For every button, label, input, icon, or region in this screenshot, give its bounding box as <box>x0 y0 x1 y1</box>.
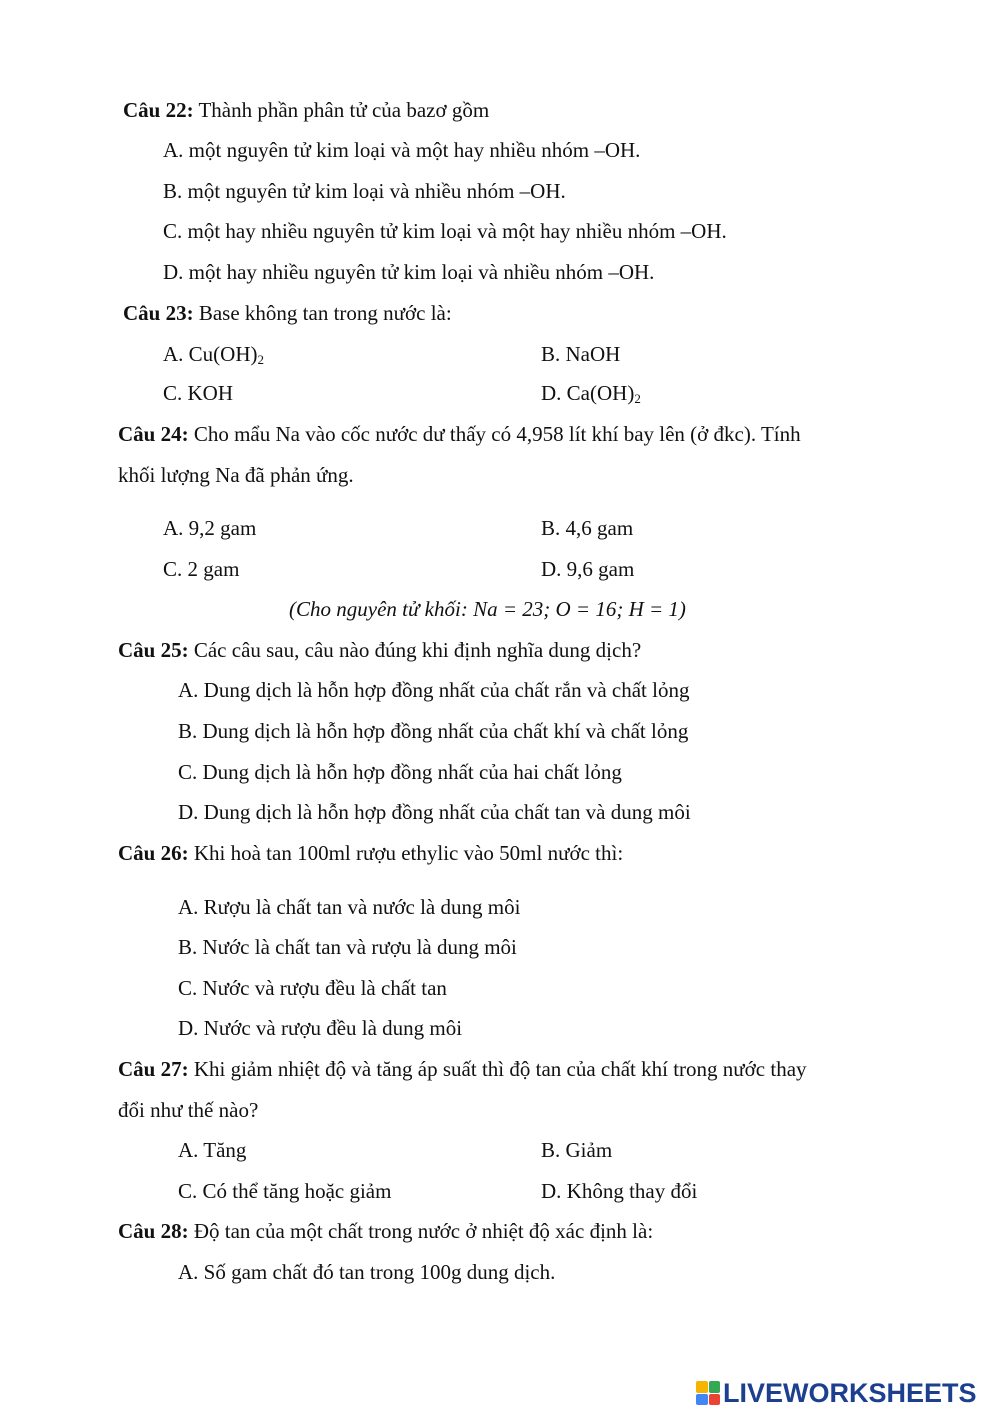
question-text-continued: khối lượng Na đã phản ứng. <box>118 463 354 487</box>
question-text: Khi giảm nhiệt độ và tăng áp suất thì độ tan của chất khí trong nước thay <box>188 1057 807 1081</box>
logo-grid-icon <box>696 1381 720 1405</box>
question-text-continued: đổi như thế nào? <box>118 1098 259 1122</box>
question-27 <box>118 1056 807 1082</box>
option-d: D. Nước và rượu đều là dung môi <box>178 1016 463 1040</box>
option-b: B. một nguyên tử kim loại và nhiều nhóm –OH. <box>163 179 566 203</box>
question-25 <box>118 637 641 663</box>
logo-text: LIVEWORKSHEETS <box>723 1377 977 1408</box>
question-text: Các câu sau, câu nào đúng khi định nghĩa dung dịch? <box>188 638 642 662</box>
option-c: C. 2 gam <box>163 557 240 581</box>
option-c: C. Nước và rượu đều là chất tan <box>178 976 447 1000</box>
option-b: B. 4,6 gam <box>541 516 634 540</box>
option-c: C. KOH <box>163 381 234 405</box>
option-b: B. Nước là chất tan và rượu là dung môi <box>178 935 517 959</box>
option-a: A. Số gam chất đó tan trong 100g dung dịch. <box>178 1260 556 1284</box>
logo-square-blue <box>696 1394 708 1406</box>
option-d: D. Dung dịch là hỗn hợp đồng nhất của chất tan và dung môi <box>178 800 691 824</box>
logo-square-green <box>709 1381 721 1393</box>
option-a: A. một nguyên tử kim loại và một hay nhiều nhóm –OH. <box>163 138 641 162</box>
option-b: B. Dung dịch là hỗn hợp đồng nhất của chất khí và chất lỏng <box>178 719 689 743</box>
question-label: Câu 24: <box>118 422 189 446</box>
question-label: Câu 28: <box>118 1219 189 1243</box>
question-28 <box>118 1218 653 1244</box>
question-label: Câu 22: <box>123 98 194 122</box>
liveworksheets-logo[interactable] <box>696 1376 977 1410</box>
option-d: D. $Ca(OH)_2$ <box>541 381 641 406</box>
option-b: B. Giảm <box>541 1138 613 1162</box>
question-label: Câu 26: <box>118 841 189 865</box>
question-23 <box>123 300 452 326</box>
option-c: C. Có thể tăng hoặc giảm <box>178 1179 392 1203</box>
question-24 <box>118 421 801 447</box>
question-text: Độ tan của một chất trong nước ở nhiệt độ xác định là: <box>188 1219 654 1243</box>
question-text: Thành phần phân tử của bazơ gồm <box>193 98 490 122</box>
option-d: D. Không thay đổi <box>541 1179 698 1203</box>
option-c: C. Dung dịch là hỗn hợp đồng nhất của hai chất lỏng <box>178 760 622 784</box>
logo-square-yellow <box>696 1381 708 1393</box>
option-a: A. Tăng <box>178 1138 247 1162</box>
question-26 <box>118 840 623 866</box>
option-d: D. một hay nhiều nguyên tử kim loại và nhiều nhóm –OH. <box>163 260 655 284</box>
question-22 <box>123 97 489 123</box>
logo-square-red <box>709 1394 721 1406</box>
question-text: Cho mẩu Na vào cốc nước dư thấy có 4,958 lít khí bay lên (ở đkc). Tính <box>188 422 801 446</box>
option-b: B. NaOH <box>541 342 621 366</box>
option-d: D. 9,6 gam <box>541 557 635 581</box>
option-a: A. Rượu là chất tan và nước là dung môi <box>178 895 521 919</box>
question-text: Khi hoà tan 100ml rượu ethylic vào 50ml nước thì: <box>188 841 624 865</box>
option-c: C. một hay nhiều nguyên tử kim loại và một hay nhiều nhóm –OH. <box>163 219 727 243</box>
atomic-mass-note: (Cho nguyên tử khối: Na = 23; O = 16; H = 1) <box>289 597 686 621</box>
question-label: Câu 23: <box>123 301 194 325</box>
question-label: Câu 27: <box>118 1057 189 1081</box>
question-text: Base không tan trong nước là: <box>193 301 452 325</box>
option-a: A. $Cu(OH)_2$ <box>163 342 264 367</box>
question-label: Câu 25: <box>118 638 189 662</box>
option-a: A. Dung dịch là hỗn hợp đồng nhất của chất rắn và chất lỏng <box>178 678 690 702</box>
option-a: A. 9,2 gam <box>163 516 257 540</box>
